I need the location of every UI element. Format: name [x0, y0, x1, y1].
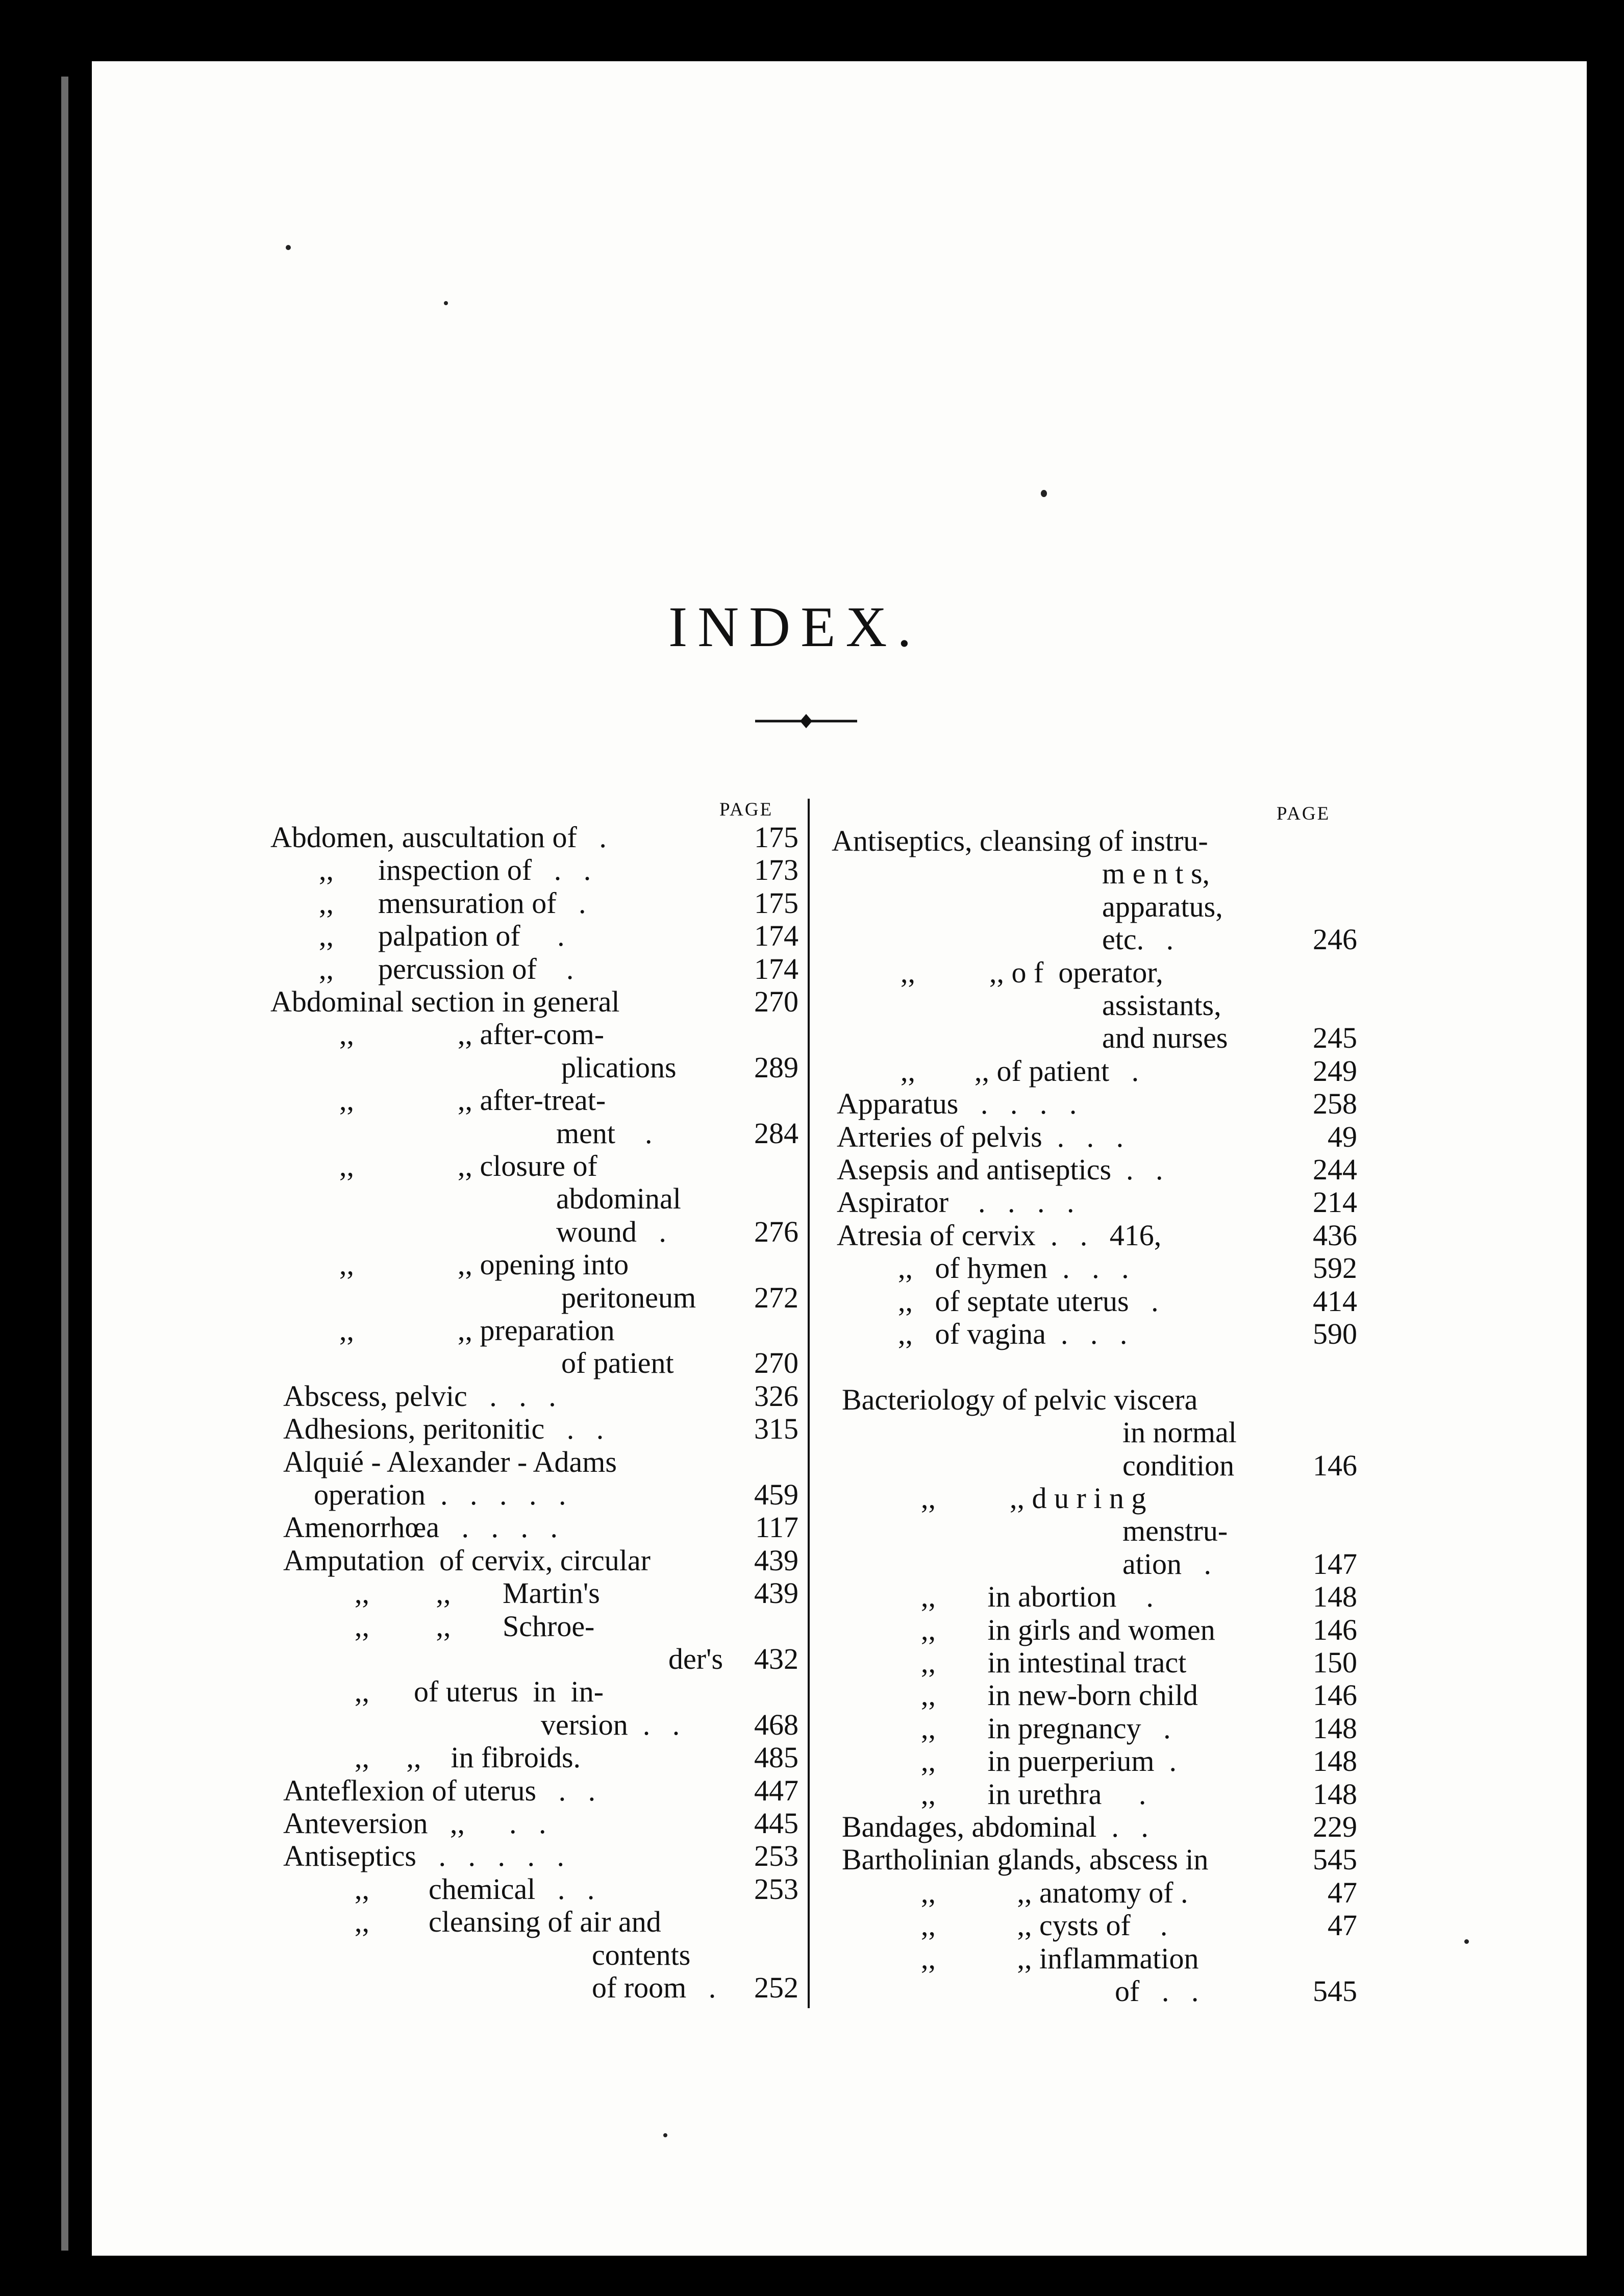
entry-text: ment .	[556, 1116, 653, 1150]
scan-speck	[1464, 1939, 1469, 1944]
entry-page-number: 148	[1313, 1580, 1357, 1614]
entry-page-number: 436	[1313, 1218, 1357, 1252]
index-entry	[921, 1712, 1357, 1745]
index-entry	[283, 1774, 798, 1808]
entry-page-number: 439	[754, 1576, 798, 1610]
entry-page-number: 445	[754, 1807, 798, 1840]
entry-page-number: 252	[754, 1971, 798, 2004]
index-entry	[283, 1379, 798, 1413]
entry-text: ,, palpation of .	[319, 919, 565, 953]
entry-text: Atresia of cervix . . 416,	[837, 1218, 1162, 1252]
scan-speck	[663, 2133, 667, 2137]
index-entry	[339, 1248, 798, 1281]
index-entry	[319, 886, 798, 920]
entry-page-number: 592	[1313, 1251, 1357, 1285]
index-entry	[355, 1675, 798, 1709]
entry-text: of patient	[561, 1346, 674, 1380]
entry-page-number: 146	[1313, 1613, 1357, 1646]
index-entry	[270, 985, 798, 1019]
entry-page-number: 253	[754, 1872, 798, 1906]
entry-text: ,, in puerperium .	[921, 1744, 1177, 1778]
index-entry	[842, 1810, 1357, 1844]
entry-text: in normal	[1122, 1416, 1237, 1449]
index-entry	[901, 956, 1357, 990]
entry-page-number: 175	[754, 886, 798, 920]
index-entry	[355, 1610, 798, 1643]
index-entry	[1102, 1021, 1357, 1055]
entry-text: condition	[1122, 1448, 1235, 1482]
entry-page-number: 147	[1313, 1547, 1357, 1581]
entry-text	[832, 1350, 1357, 1384]
index-entry	[1122, 1449, 1357, 1483]
entry-text: ,, ,, after-com-	[339, 1018, 605, 1051]
entry-text: ,, ,, opening into	[339, 1248, 629, 1281]
entry-text: ,, ,, preparation	[339, 1314, 615, 1347]
entry-text: ,, of vagina . . .	[898, 1317, 1128, 1350]
index-entry	[355, 1741, 798, 1774]
index-entry	[1102, 857, 1357, 891]
index-entry	[339, 1083, 798, 1117]
entry-text: Bacteriology of pelvic viscera	[842, 1382, 1198, 1416]
entry-page-number: 439	[754, 1543, 798, 1577]
index-entry	[556, 1215, 798, 1249]
entry-text: contents	[592, 1938, 691, 1971]
entry-text: Alquié - Alexander - Adams	[283, 1445, 617, 1478]
entry-page-number: 148	[1313, 1711, 1357, 1745]
index-entry	[319, 853, 798, 887]
entry-text: Anteflexion of uterus . .	[283, 1773, 596, 1807]
entry-page-number: 468	[754, 1708, 798, 1741]
entry-page-number: 545	[1313, 1843, 1357, 1877]
entry-text: Anteversion ,, . .	[283, 1807, 546, 1840]
index-entry	[842, 1383, 1357, 1417]
entry-text: Abdomen, auscultation of .	[270, 821, 607, 854]
entry-text: Abscess, pelvic . . .	[283, 1379, 556, 1413]
entry-page-number: 148	[1313, 1777, 1357, 1811]
index-entry	[1122, 1416, 1357, 1449]
entry-text: der's	[668, 1642, 723, 1675]
entry-text: apparatus,	[1102, 890, 1223, 923]
entry-page-number: 485	[754, 1741, 798, 1774]
index-entry	[842, 1843, 1357, 1877]
entry-text: ation .	[1122, 1547, 1211, 1581]
index-entry	[1102, 890, 1357, 924]
entry-page-number: 146	[1313, 1448, 1357, 1482]
entry-page-number: 245	[1313, 1021, 1357, 1055]
entry-text: ,, of uterus in in-	[355, 1675, 604, 1709]
entry-text: Antiseptics . . . . .	[283, 1839, 564, 1873]
entry-text: ,, ,, cysts of .	[921, 1909, 1168, 1942]
entry-text: ,, of septate uterus .	[898, 1284, 1159, 1318]
index-entry	[921, 1777, 1357, 1811]
index-entry	[1115, 1974, 1357, 2008]
entry-text: Antiseptics, cleansing of instru-	[832, 824, 1208, 857]
index-entry	[898, 1251, 1357, 1285]
index-entry	[592, 1938, 798, 1972]
index-entry	[355, 1576, 798, 1610]
entry-page-number: 47	[1328, 1909, 1357, 1942]
entry-page-number: 150	[1313, 1646, 1357, 1679]
index-entry	[541, 1708, 798, 1742]
entry-page-number: 270	[754, 985, 798, 1018]
entry-page-number: 289	[754, 1050, 798, 1084]
entry-text: Adhesions, peritonitic . .	[283, 1412, 604, 1446]
index-entry	[556, 1182, 798, 1216]
index-entry	[283, 1412, 798, 1446]
entry-page-number: 175	[754, 821, 798, 854]
index-entry	[339, 1314, 798, 1347]
entry-text: of room .	[592, 1971, 716, 2004]
entry-text: version . .	[541, 1708, 680, 1741]
index-entry	[1122, 1514, 1357, 1548]
entry-page-number: 545	[1313, 1974, 1357, 2008]
index-entry	[319, 952, 798, 986]
entry-page-number: 253	[754, 1839, 798, 1873]
entry-text: ,, in intestinal tract	[921, 1646, 1187, 1679]
entry-text: Aspirator . . . .	[837, 1186, 1075, 1219]
index-entry	[921, 1482, 1357, 1515]
entry-text: Bartholinian glands, abscess in	[842, 1843, 1209, 1877]
index-entry	[355, 1905, 798, 1939]
entry-text: ,, ,, inflammation	[921, 1941, 1199, 1975]
entry-text: assistants,	[1102, 989, 1221, 1022]
scan-speck	[444, 301, 448, 305]
entry-page-number: 244	[1313, 1153, 1357, 1186]
index-entry	[339, 1149, 798, 1183]
index-entry	[668, 1642, 798, 1676]
index-entry	[561, 1346, 798, 1380]
entry-text: of . .	[1115, 1974, 1199, 2008]
entry-page-number: 214	[1313, 1186, 1357, 1219]
index-entry	[355, 1872, 798, 1906]
entry-page-number: 173	[754, 853, 798, 887]
entry-text: etc. .	[1102, 923, 1174, 956]
entry-text: ,, of hymen . . .	[898, 1251, 1129, 1285]
index-entry	[901, 1054, 1357, 1088]
entry-text: ,, ,, of patient .	[901, 1054, 1139, 1088]
entry-text: plications	[561, 1050, 677, 1084]
entry-text: ,, in abortion .	[921, 1580, 1154, 1614]
index-entry	[561, 1281, 798, 1315]
index-entry	[283, 1839, 798, 1873]
index-entry	[1122, 1547, 1357, 1581]
index-entry	[921, 1646, 1357, 1680]
index-entry	[837, 1153, 1357, 1187]
ornament-icon	[755, 711, 857, 731]
scan-speck	[286, 245, 291, 250]
entry-text: ,, ,, Martin's	[355, 1576, 600, 1610]
column-divider	[808, 799, 810, 2008]
entry-text: Arteries of pelvis . . .	[837, 1120, 1124, 1153]
entry-page-number: 272	[754, 1280, 798, 1314]
index-entry	[283, 1807, 798, 1840]
entry-page-number: 258	[1313, 1087, 1357, 1121]
index-entry	[837, 1087, 1357, 1121]
entry-text: ,, ,, o f operator,	[901, 955, 1163, 989]
entry-text: ,, ,, closure of	[339, 1149, 597, 1182]
index-entry	[319, 919, 798, 953]
index-entry	[270, 821, 798, 854]
entry-page-number: 49	[1328, 1120, 1357, 1153]
entry-text: Abdominal section in general	[270, 985, 620, 1018]
entry-page-number: 590	[1313, 1317, 1357, 1350]
entry-page-number: 270	[754, 1346, 798, 1380]
index-entry	[556, 1117, 798, 1150]
entry-page-number: 146	[1313, 1678, 1357, 1712]
index-entry	[561, 1051, 798, 1084]
entry-text: ,, ,, Schroe-	[355, 1609, 595, 1643]
entry-text: menstru-	[1122, 1514, 1228, 1548]
entry-text: operation . . . . .	[314, 1478, 566, 1511]
page-title: INDEX.	[668, 596, 922, 659]
entry-page-number: 447	[754, 1773, 798, 1807]
entry-page-number: 47	[1328, 1875, 1357, 1909]
index-entry	[921, 1909, 1357, 1942]
index-entry	[314, 1478, 798, 1512]
entry-text: Apparatus . . . .	[837, 1087, 1077, 1121]
index-entry	[921, 1580, 1357, 1614]
entry-text: Bandages, abdominal . .	[842, 1810, 1148, 1843]
index-entry	[283, 1511, 798, 1544]
entry-page-number: 174	[754, 952, 798, 985]
entry-page-number: 229	[1313, 1810, 1357, 1843]
entry-page-number: 284	[754, 1116, 798, 1150]
index-entry	[921, 1942, 1357, 1976]
index-entry	[283, 1445, 798, 1479]
entry-page-number: 414	[1313, 1284, 1357, 1318]
index-entry	[921, 1744, 1357, 1778]
index-entry	[921, 1876, 1357, 1910]
entry-text: ,, percussion of .	[319, 952, 574, 985]
entry-text: Amputation of cervix, circular	[283, 1543, 651, 1577]
entry-page-number: 326	[754, 1379, 798, 1413]
scan-speck	[1041, 490, 1047, 497]
entry-text: ,, chemical . .	[355, 1872, 595, 1906]
index-entry	[592, 1971, 798, 2005]
entry-page-number: 249	[1313, 1054, 1357, 1088]
index-entry	[837, 1219, 1357, 1252]
entry-text: ,, in new-born child	[921, 1678, 1198, 1712]
entry-text: and nurses	[1102, 1021, 1228, 1055]
index-entry	[1102, 923, 1357, 956]
entry-text: ,, ,, d u r i n g	[921, 1482, 1146, 1515]
index-entry	[339, 1018, 798, 1051]
index-entry	[921, 1678, 1357, 1712]
page-column-header-right: PAGE	[1277, 803, 1331, 824]
entry-text: Asepsis and antiseptics . .	[837, 1153, 1163, 1186]
index-entry	[837, 1120, 1357, 1154]
entry-page-number: 117	[755, 1511, 798, 1544]
entry-text: ,, ,, in fibroids.	[355, 1741, 581, 1774]
entry-page-number: 276	[754, 1215, 798, 1248]
index-entry	[921, 1613, 1357, 1647]
index-entry	[837, 1186, 1357, 1219]
entry-text: ,, ,, after-treat-	[339, 1083, 606, 1117]
entry-page-number: 148	[1313, 1744, 1357, 1778]
entry-text: ,, cleansing of air and	[355, 1905, 661, 1939]
entry-text: wound .	[556, 1215, 666, 1248]
index-entry	[898, 1285, 1357, 1318]
entry-text: peritoneum	[561, 1280, 696, 1314]
entry-text: ,, in girls and women	[921, 1613, 1215, 1646]
index-entry	[283, 1544, 798, 1577]
index-entry	[1102, 989, 1357, 1022]
entry-page-number: 174	[754, 919, 798, 953]
page-column-header-left: PAGE	[719, 799, 773, 820]
entry-page-number: 459	[754, 1478, 798, 1511]
entry-text: ,, ,, anatomy of .	[921, 1875, 1188, 1909]
entry-text: ,, inspection of . .	[319, 853, 591, 887]
entry-text: Amenorrhœa . . . .	[283, 1511, 558, 1544]
entry-page-number: 315	[754, 1412, 798, 1446]
entry-text: ,, in pregnancy .	[921, 1711, 1171, 1745]
scan-border-strip	[61, 77, 68, 2251]
entry-text: m e n t s,	[1102, 857, 1210, 891]
scan-border	[0, 0, 92, 2296]
entry-text: abdominal	[556, 1182, 681, 1216]
index-entry	[898, 1317, 1357, 1351]
entry-page-number: 432	[754, 1642, 798, 1675]
entry-page-number: 246	[1313, 923, 1357, 956]
entry-text: ,, in urethra .	[921, 1777, 1146, 1811]
index-entry	[832, 1350, 1357, 1384]
index-entry	[832, 824, 1357, 858]
entry-text: ,, mensuration of .	[319, 886, 586, 920]
